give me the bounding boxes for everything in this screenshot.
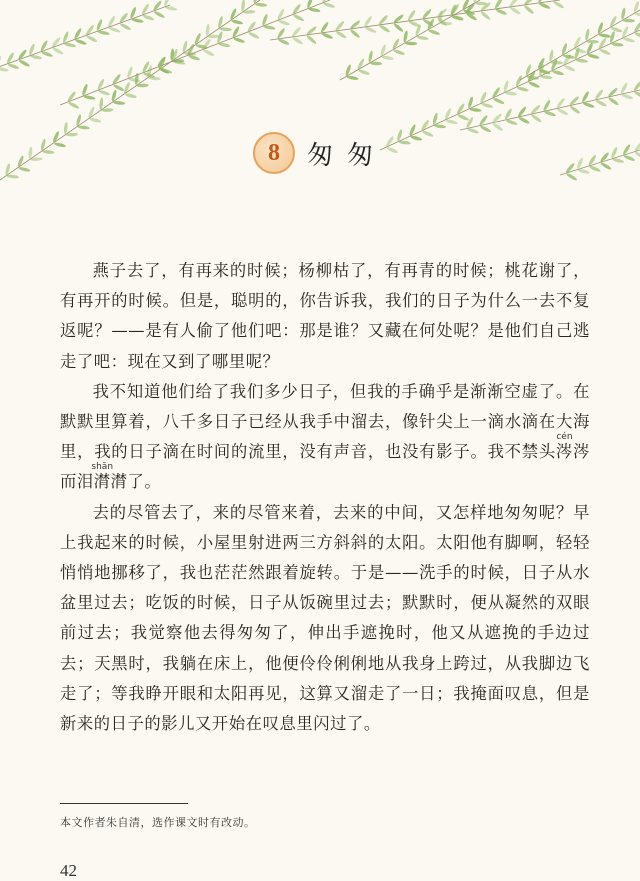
willow-leaf (633, 1, 640, 13)
willow-leaf (444, 108, 452, 120)
willow-leaf (86, 34, 98, 43)
lesson-title: 匆匆 (306, 140, 387, 171)
willow-leaf (393, 22, 404, 32)
lesson-body-text (60, 256, 590, 739)
lesson-header (0, 132, 640, 178)
willow-leaf (623, 37, 635, 43)
willow-leaf (518, 116, 530, 125)
willow-leaf (428, 29, 440, 36)
willow-leaf (335, 30, 347, 39)
paragraph-1: 燕子去了，有再来的时候；杨柳枯了，有再青的时候；桃花谢了，有再开的时候。但是，聪明的，你告诉我，我们的日子为什么一去不复返呢？——是有人偷了他们吧：那是谁？又藏在何处呢？是他们自己逃走了吧：现在又到了哪里呢？ (60, 261, 590, 371)
willow-leaf (98, 89, 110, 96)
willow-leaf (495, 8, 507, 16)
willow-leaf (610, 26, 622, 33)
willow-leaf (306, 34, 317, 44)
willow-leaf (599, 33, 611, 38)
willow-leaf (380, 44, 387, 56)
willow-leaf (480, 10, 491, 20)
willow-leaf (142, 14, 154, 21)
willow-leaf (544, 110, 556, 117)
willow-leaf (97, 78, 106, 90)
willow-leaf (370, 62, 382, 66)
willow-leaf (365, 26, 377, 34)
paragraph-2-text-d: 潸了。 (110, 472, 162, 492)
willow-leaf (278, 38, 290, 46)
willow-leaf (73, 27, 82, 39)
willow-leaf (634, 90, 640, 99)
willow-leaf (108, 26, 120, 33)
willow-leaf (623, 19, 635, 23)
willow-leaf (405, 42, 417, 46)
willow-leaf (205, 24, 210, 36)
willow-leaf (345, 64, 352, 76)
willow-leaf (586, 42, 594, 54)
willow-leaf (0, 67, 9, 73)
willow-leaf (6, 52, 15, 64)
willow-leaf (457, 113, 469, 121)
paragraph-2-text-a: 我不知道他们给了我们多少日子，但我的手确乎是渐渐空虚了。在默默里算着，八千多日子已经从我手中溜去，像针尖上一滴水滴在大海里，我的日子滴在时间的流里，没有声音，也没有影子。我不禁头 (60, 381, 590, 462)
willow-leaf (584, 28, 590, 40)
willow-leaf (552, 70, 564, 76)
willow-leaf (597, 22, 604, 34)
willow-leaf (505, 119, 517, 126)
willow-leaf (203, 49, 215, 58)
lesson-number-badge: 8 (253, 132, 295, 174)
footnote: 本文作者朱自清，选作课文时有改动。 (60, 816, 256, 829)
willow-leaf (587, 53, 599, 59)
willow-leaf (293, 14, 305, 23)
willow-stem (460, 90, 640, 130)
willow-leaf (349, 28, 360, 38)
willow-leaf (153, 10, 165, 19)
willow-leaf (75, 114, 81, 126)
willow-leaf (509, 6, 521, 15)
willow-leaf (231, 19, 243, 25)
willow-leaf (569, 105, 581, 115)
willow-leaf (119, 22, 131, 31)
willow-stem (0, 5, 170, 70)
willow-branches-illustration (0, 0, 640, 230)
willow-leaf (277, 8, 286, 20)
ruby-cen-base: 涔 (556, 442, 574, 462)
willow-leaf (523, 4, 534, 14)
page-number: 42 (60, 861, 77, 880)
willow-leaf (595, 99, 607, 108)
willow-leaf (440, 22, 452, 26)
paragraph-2-text-c: 而泪 (60, 472, 94, 492)
willow-leaf (581, 91, 590, 103)
willow-leaf (416, 35, 428, 41)
willow-leaf (479, 91, 487, 103)
paragraph-2-text-b: 涔 (573, 442, 590, 462)
willow-stem (340, 0, 480, 80)
willow-leaf (7, 63, 19, 70)
willow-leaf (548, 49, 554, 61)
footnote-divider (60, 803, 188, 804)
willow-leaf (113, 101, 125, 106)
willow-leaf (233, 37, 245, 44)
willow-leaf (539, 2, 551, 10)
willow-leaf (52, 47, 64, 56)
willow-leaf (561, 43, 568, 55)
willow-leaf (107, 15, 116, 27)
willow-leaf (621, 93, 633, 100)
willow-stem (60, 0, 330, 105)
willow-leaf (219, 27, 231, 32)
willow-leaf (323, 2, 335, 9)
willow-leaf (363, 15, 372, 27)
ruby-shan-pinyin: shān (91, 462, 114, 473)
willow-leaf (358, 69, 370, 76)
ruby-cen-pinyin: cén (556, 432, 573, 443)
willow-leaf (493, 97, 505, 105)
willow-leaf (78, 125, 90, 130)
willow-leaf (241, 0, 246, 11)
willow-leaf (393, 49, 405, 56)
willow-leaf (531, 113, 543, 123)
willow-leaf (528, 81, 540, 89)
willow-leaf (543, 99, 552, 111)
willow-leaf (516, 86, 528, 92)
willow-leaf (553, 0, 565, 9)
willow-leaf (18, 59, 30, 68)
paragraph-3: 去的尽管去了，来的尽管来着，去来的中间，又怎样地匆匆呢？早上我起来的时候，小屋里射进两三方斜斜的太阳。太阳他有脚啊，轻轻悄悄地挪移了，我也茫茫然跟着旋转。于是——洗手的时候，日子从水盆里过去；吃饭的时候，日子从饭碗里过去；默默时，便从凝然的双眼前过去；我觉察他去得匆匆了，伸出手遮挽时，他又从遮挽的手边过去；天黑时，我躺在床上，他便伶伶俐俐地从我身上跨过，从我脚边飞走了；等我睁开眼和太阳再见，这算又溜走了一日；我掩面叹息，但是新来的日子的影儿又开始在叹息里闪过了。 (60, 502, 590, 734)
willow-leaf (563, 64, 575, 72)
willow-leaf (89, 117, 101, 123)
willow-leaf (381, 55, 393, 61)
willow-leaf (255, 3, 267, 8)
ruby-cen (556, 432, 574, 462)
willow-leaf (620, 7, 626, 19)
willow-leaf (125, 93, 137, 99)
willow-leaf (99, 97, 104, 109)
willow-leaf (608, 96, 620, 106)
willow-leaf (556, 108, 568, 117)
willow-leaf (232, 26, 241, 38)
willow-leaf (68, 101, 80, 110)
willow-leaf (620, 82, 629, 94)
paragraph-2 (60, 377, 590, 498)
willow-leaf (278, 19, 290, 26)
willow-leaf (368, 50, 374, 62)
willow-leaf (346, 75, 358, 81)
willow-leaf (321, 32, 333, 40)
willow-leaf (515, 75, 523, 87)
willow-leaf (320, 21, 329, 33)
willow-leaf (446, 119, 458, 125)
willow-leaf (403, 30, 409, 42)
willow-leaf (40, 40, 49, 52)
willow-leaf (41, 50, 53, 57)
ruby-shan-base: 潸 (91, 472, 114, 492)
willow-leaf (621, 26, 629, 38)
willow-leaf (248, 31, 260, 40)
willow-leaf (492, 122, 504, 132)
willow-leaf (475, 2, 487, 6)
ruby-shan (91, 462, 114, 492)
willow-leaf (481, 102, 493, 108)
willow-leaf (599, 48, 611, 56)
willow-leaf (141, 3, 150, 15)
willow-leaf (379, 24, 391, 33)
willow-leaf (75, 38, 87, 45)
willow-leaf (587, 40, 599, 44)
willow-leaf (407, 9, 416, 21)
willow-leaf (583, 102, 595, 109)
willow-leaf (292, 36, 304, 45)
willow-leaf (633, 21, 640, 33)
willow-leaf (276, 27, 285, 39)
willow-leaf (634, 32, 640, 40)
